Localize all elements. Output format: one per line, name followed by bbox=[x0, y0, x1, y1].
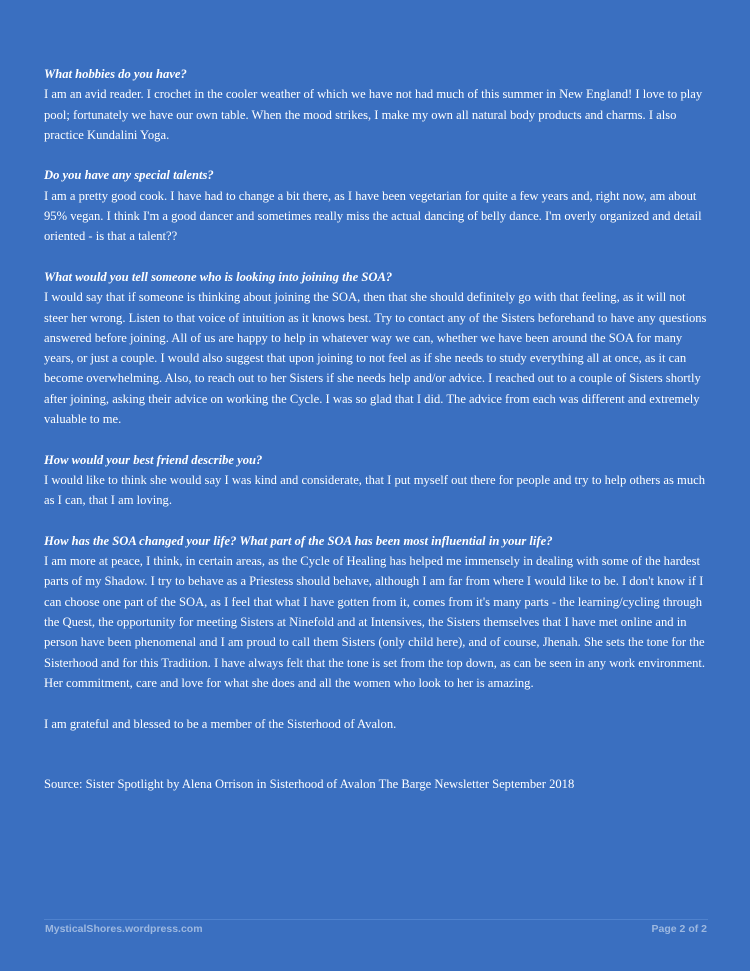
answer-paragraph: I would say that if someone is thinking about joining the SOA, then that she should definitely go with that feeling, as it will not steer her wrong. Listen to that voice of intuition as it knows best. Try to contact any of the Sisters beforehand to have any questions answered before joining. All of us are happy to help in whatever way we can, whether we have been around the SOA for many years, or just a couple. I would also suggest that upon joining to not feel as if she needs to study everything all at once, as it can become overwhelming. Also, to reach out to her Sisters if she needs help and/or advice. I reached out to a couple of Sisters shortly after joining, asking their advice on working the Cycle. I was so glad that I did. The advice from each was different and extremely valuable to me. bbox=[44, 290, 707, 427]
answer-paragraph: I am more at peace, I think, in certain areas, as the Cycle of Healing has helped me immensely in dealing with some of the hardest parts of my Shadow. I try to behave as a Priestess should behave, although I am far from where I would like to be. I don't know if I can choose one part of the SOA, as I feel that what I have gotten from it, comes from it's many parts - the learning/cycling through the Quest, the opportunity for meeting Sisters at Ninefold and at Intensives, the Sisters themselves that I have met online and in person have been phenomenal and I am proud to call them Sisters (only child here), and of course, Jhenah. She sets the tone for the Sisterhood and for this Tradition. I have always felt that the tone is set from the top down, as can be seen in any work environment. Her commitment, care and love for what she does and all the women who look to her is amazing. bbox=[44, 554, 706, 690]
qa-block-joining bbox=[44, 267, 708, 429]
question-heading: Do you have any special talents? bbox=[44, 168, 214, 183]
answer-paragraph: I would like to think she would say I was kind and considerate, that I put myself out there for people and try to help others as much as I can, that I am loving. bbox=[44, 472, 706, 508]
document-body bbox=[44, 64, 708, 794]
qa-block-talents bbox=[44, 165, 708, 246]
question-heading: How would your best friend describe you? bbox=[44, 452, 263, 467]
question-heading: What hobbies do you have? bbox=[44, 67, 187, 81]
footer-page-number: Page 2 of 2 bbox=[651, 923, 707, 935]
qa-block-best-friend bbox=[44, 450, 708, 511]
closing-statement: I am grateful and blessed to be a member of the Sisterhood of Avalon. bbox=[44, 716, 397, 731]
footer-site-name: MysticalShores.wordpress.com bbox=[45, 923, 203, 935]
source-citation: Source: Sister Spotlight by Alena Orrison in Sisterhood of Avalon The Barge Newsletter September 2018 bbox=[44, 776, 575, 791]
footer-divider bbox=[44, 919, 708, 920]
qa-block-hobbies bbox=[44, 64, 708, 145]
question-heading: How has the SOA changed your life? What part of the SOA has been most influential in your life? bbox=[44, 533, 553, 548]
qa-block-influence bbox=[44, 531, 708, 693]
question-heading: What would you tell someone who is looking into joining the SOA? bbox=[44, 269, 393, 284]
answer-paragraph: I am an avid reader. I crochet in the cooler weather of which we have not had much of this summer in New England! I love to play pool; fortunately we have our own table. When the mood strikes, I make my own all natural body products and charms. I also practice Kundalini Yoga. bbox=[44, 87, 703, 142]
answer-paragraph: I am a pretty good cook. I have had to change a bit there, as I have been vegetarian for quite a few years and, right now, am about 95% vegan. I think I'm a good dancer and sometimes really miss the actual dancing of belly dance. I'm overly organized and detail oriented - is that a talent?? bbox=[44, 188, 702, 244]
